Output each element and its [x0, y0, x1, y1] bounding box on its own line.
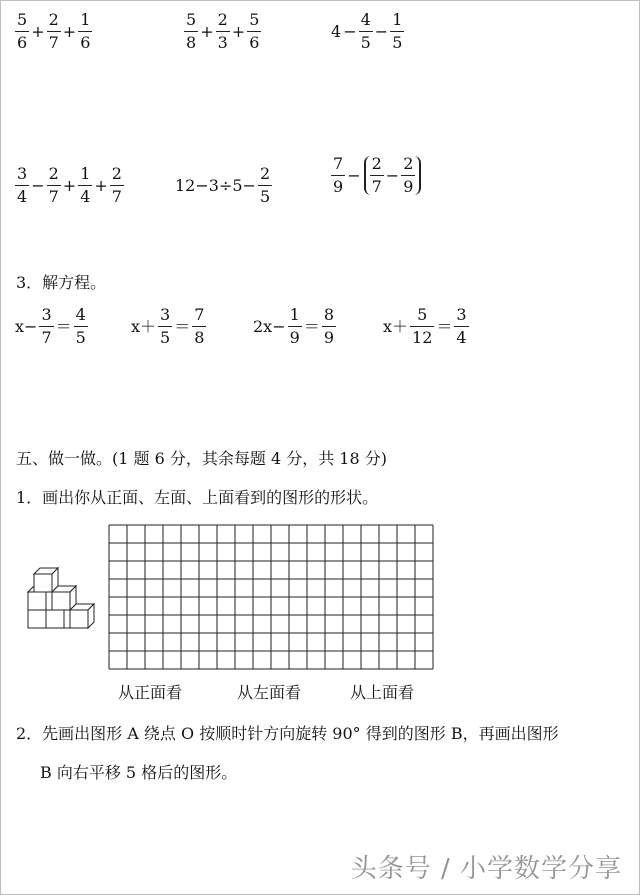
cube-stack-figure	[24, 560, 100, 638]
expression-row1-1: $\frac{5}{6}$ + $\frac{2}{7}$ + $\frac{1}{6}$	[17, 10, 91, 52]
equation-1: x− $\frac{3}{7}$ ＝ $\frac{4}{5}$	[15, 305, 86, 347]
question-2-line-2: B 向右平移 5 格后的图形。	[40, 763, 238, 782]
watermark: 头条号 / 小学数学分享	[350, 854, 622, 884]
question-2-line-1: 2．先画出图形 A 绕点 O 按顺时针方向旋转 90° 得到的图形 B，再画出图形	[16, 724, 559, 743]
section5-title: 五、做一做。(1 题 6 分，其余每题 4 分，共 18 分)	[16, 449, 387, 468]
question-1-text: 1．画出你从正面、左面、上面看到的图形的形状。	[16, 488, 379, 507]
section3-title: 3．解方程。	[16, 273, 107, 292]
expression-row1-2: $\frac{5}{8}$ + $\frac{2}{3}$ + $\frac{5}{6}$	[186, 10, 260, 52]
expression-row1-3: 4 − $\frac{4}{5}$ − $\frac{1}{5}$	[331, 10, 403, 52]
expression-row2-1: $\frac{3}{4}$ − $\frac{2}{7}$ + $\frac{1}{4}$ + $\frac{2}{7}$	[17, 164, 122, 206]
equation-4: x＋ $\frac{5}{12}$ ＝ $\frac{3}{4}$	[383, 305, 467, 347]
equation-3: 2x− $\frac{1}{9}$ ＝ $\frac{8}{9}$	[253, 305, 334, 347]
expression-row2-2: 12−3÷5− $\frac{2}{5}$	[175, 164, 271, 206]
view-label-left: 从左面看	[237, 683, 302, 702]
view-label-front: 从正面看	[118, 683, 183, 702]
bracket-group: $\frac{2}{7}$ − $\frac{2}{9}$	[364, 156, 422, 195]
expression-row2-3: $\frac{7}{9}$ − $\frac{2}{7}$ − $\frac{2}{9}$	[330, 156, 421, 195]
view-label-top: 从上面看	[350, 683, 415, 702]
drawing-grid	[108, 524, 440, 670]
equation-2: x＋ $\frac{3}{5}$ ＝ $\frac{7}{8}$	[131, 305, 205, 347]
